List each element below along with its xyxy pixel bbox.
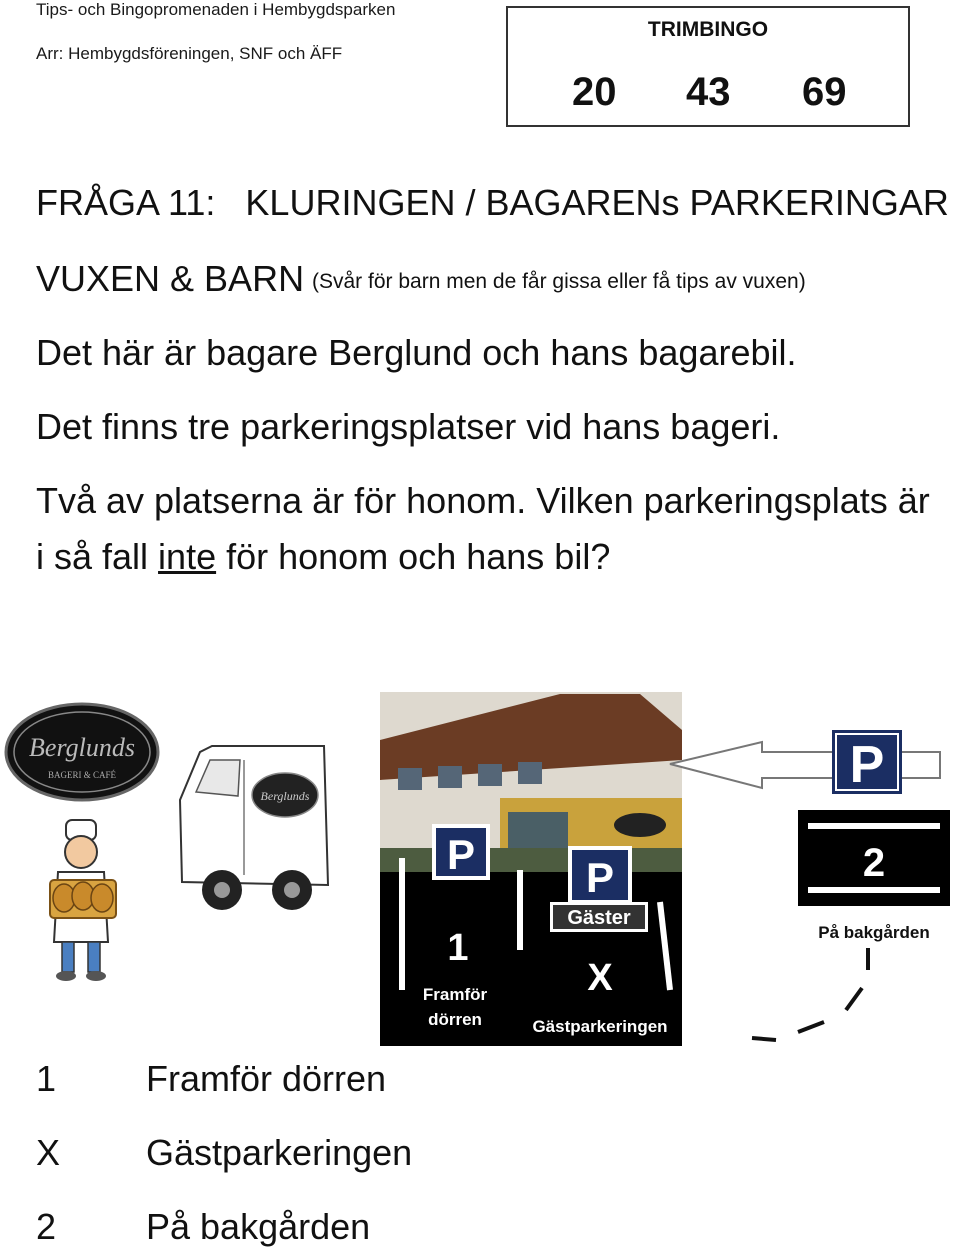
- spot-x-label: Gästparkeringen: [532, 1017, 668, 1036]
- answer-label-x: Gästparkeringen: [146, 1132, 413, 1173]
- organizer-line: Arr: Hembygdsföreningen, SNF och ÄFF: [36, 44, 343, 63]
- answer-key-x: X: [36, 1132, 61, 1173]
- p-sign-guest-letter: P: [585, 854, 615, 901]
- question-line-4-pre: i så fall: [36, 536, 159, 577]
- backyard-arrow: [670, 730, 940, 794]
- event-title: Tips- och Bingopromenaden i Hembygdsparken: [36, 0, 396, 19]
- bingo-box: [506, 6, 910, 127]
- audience-note: (Svår för barn men de får gissa eller få tips av vuxen): [312, 270, 806, 293]
- spot-1-label-a: Framför: [422, 985, 488, 1004]
- answer-label-1: Framför dörren: [146, 1058, 387, 1099]
- logo-text: Berglunds: [29, 733, 135, 762]
- bakery-van: [180, 746, 328, 910]
- emphasized-word: inte: [158, 536, 217, 577]
- bingo-title: TRIMBINGO: [647, 18, 769, 41]
- question-title: FRÅGA 11: KLURINGEN / BAGARENs PARKERINGAR: [36, 182, 949, 223]
- logo-subtext: BAGERI & CAFÉ: [47, 770, 117, 780]
- baker-figure: [50, 820, 116, 981]
- question-line-3: Två av platserna är för honom. Vilken parkeringsplats är: [36, 480, 930, 521]
- guest-sign-text: Gäster: [567, 907, 631, 929]
- question-line-4-post: för honom och hans bil?: [216, 536, 611, 577]
- spot-1-label-b: dörren: [428, 1010, 482, 1029]
- spot-2-number: 2: [862, 841, 886, 885]
- spot-2-label: På bakgården: [818, 923, 930, 942]
- spot-1-number: 1: [447, 927, 469, 969]
- answer-label-2: På bakgården: [146, 1206, 371, 1247]
- p-sign-1-letter: P: [446, 831, 476, 878]
- audience-label: VUXEN & BARN: [36, 258, 305, 299]
- van-logo-text: Berglunds: [260, 789, 310, 803]
- answer-key-1: 1: [36, 1058, 57, 1099]
- spot-x-number: X: [587, 957, 613, 999]
- spot-2: [752, 810, 950, 1040]
- bakery-photo: [380, 692, 682, 1046]
- bingo-number-1: 20: [572, 70, 617, 114]
- bingo-number-2: 69: [802, 70, 847, 114]
- bingo-number-x: 43: [686, 70, 731, 114]
- question-line-2: Det finns tre parkeringsplatser vid hans bageri.: [36, 406, 781, 447]
- p-sign-2-letter: P: [849, 736, 885, 794]
- answer-key-2: 2: [36, 1206, 57, 1247]
- question-line-4: [36, 536, 610, 578]
- bakery-logo: [6, 704, 158, 800]
- parking-illustration: [0, 680, 960, 1050]
- question-line-1: Det här är bagare Berglund och hans bagarebil.: [36, 332, 797, 373]
